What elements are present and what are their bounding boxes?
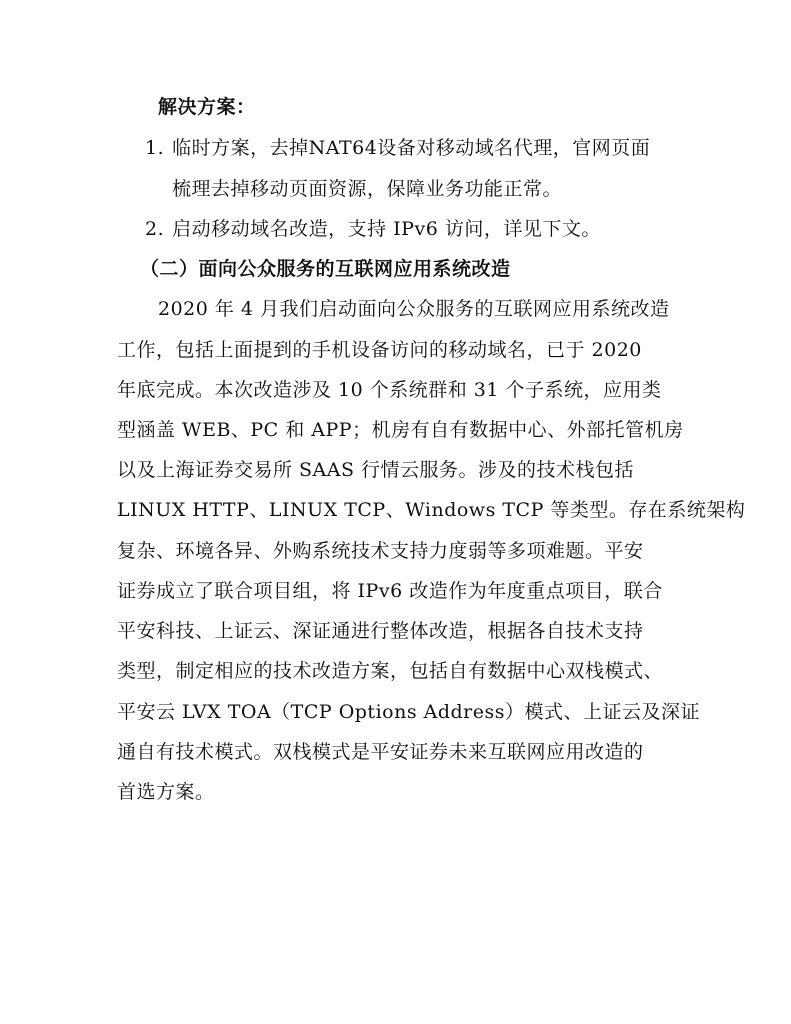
solution-item-1-line1: 临时方案，去掉NAT64设备对移动域名代理，官网页面 <box>172 137 651 159</box>
paragraph-line: 复杂、环境各异、外购系统技术支持力度弱等多项难题。平安 <box>117 540 644 562</box>
solution-heading: 解决方案： <box>158 96 256 118</box>
solution-item-1-number: 1. <box>145 137 165 159</box>
solution-item-2-line1: 启动移动域名改造，支持 IPv6 访问，详见下文。 <box>172 218 601 240</box>
solution-item-2-number: 2. <box>145 218 165 240</box>
paragraph-line: 型涵盖 WEB、PC 和 APP；机房有自有数据中心、外部托管机房 <box>117 419 684 441</box>
paragraph-line: 平安科技、上证云、深证通进行整体改造，根据各自技术支持 <box>117 620 644 642</box>
paragraph-line: 平安云 LVX TOA（TCP Options Address）模式、上证云及深证 <box>117 701 700 723</box>
paragraph-line: 类型，制定相应的技术改造方案，包括自有数据中心双栈模式、 <box>117 660 664 682</box>
paragraph-line: LINUX HTTP、LINUX TCP、Windows TCP 等类型。存在系统架构 <box>117 499 746 521</box>
solution-item-1 <box>145 136 650 160</box>
paragraph-line: 年底完成。本次改造涉及 10 个系统群和 31 个子系统，应用类 <box>117 379 662 401</box>
solution-item-1-line2: 梳理去掉移动页面资源，保障业务功能正常。 <box>172 178 563 200</box>
section-heading: （二）面向公众服务的互联网应用系统改造 <box>140 258 511 280</box>
paragraph-line: 2020 年 4 月我们启动面向公众服务的互联网应用系统改造 <box>158 298 670 320</box>
paragraph-line: 证券成立了联合项目组，将 IPv6 改造作为年度重点项目，联合 <box>117 580 663 602</box>
paragraph-line: 工作，包括上面提到的手机设备访问的移动域名，已于 2020 <box>117 339 642 361</box>
paragraph-line: 以及上海证券交易所 SAAS 行情云服务。涉及的技术栈包括 <box>117 459 635 481</box>
paragraph-line: 首选方案。 <box>117 781 215 803</box>
solution-item-2 <box>145 217 601 241</box>
paragraph-line: 通自有技术模式。双栈模式是平安证券未来互联网应用改造的 <box>117 741 644 763</box>
